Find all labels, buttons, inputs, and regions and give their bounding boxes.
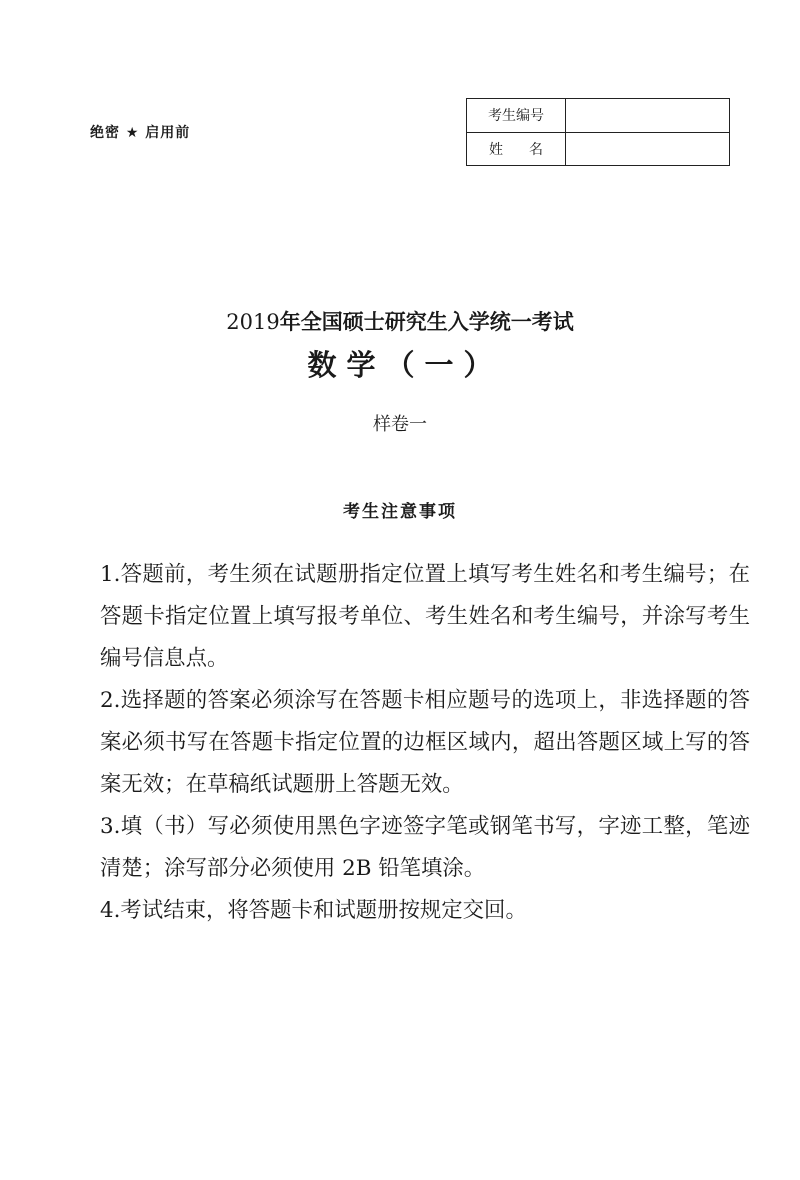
confidential-label: 绝密 ★ 启用前 bbox=[90, 125, 191, 141]
name-label-cell bbox=[467, 132, 569, 166]
exam-title bbox=[0, 306, 800, 336]
name-label: 姓名 bbox=[489, 141, 569, 158]
notice-item-1: 1.答题前，考生须在试题册指定位置上填写考生姓名和考生编号；在答题卡指定位置上填写报考单位、考生姓名和考生编号，并涂写考生编号信息点。 bbox=[100, 562, 750, 671]
name-field[interactable] bbox=[566, 132, 730, 166]
candidate-number-label: 考生编号 bbox=[467, 99, 566, 133]
candidate-info-table bbox=[466, 98, 730, 166]
exam-year: 2019 bbox=[226, 310, 280, 334]
notice-item-4: 4.考试结束，将答题卡和试题册按规定交回。 bbox=[100, 898, 527, 923]
candidate-number-field[interactable] bbox=[566, 99, 730, 133]
name-row bbox=[467, 132, 730, 166]
notice-item-2: 2.选择题的答案必须涂写在答题卡相应题号的选项上，非选择题的答案必须书写在答题卡指定位置的边框区域内，超出答题区域上写的答案无效；在草稿纸试题册上答题无效。 bbox=[100, 688, 750, 797]
candidate-number-row bbox=[467, 99, 730, 133]
subject-title: 数学（一） bbox=[307, 348, 503, 382]
notice-heading: 考生注意事项 bbox=[343, 502, 457, 522]
notice-list bbox=[100, 554, 750, 932]
notice-item-3: 3.填（书）写必须使用黑色字迹签字笔或钢笔书写，字迹工整，笔迹清楚；涂写部分必须使用 2B 铅笔填涂。 bbox=[100, 814, 750, 881]
paper-label: 样卷一 bbox=[373, 414, 427, 435]
exam-name: 年全国硕士研究生入学统一考试 bbox=[279, 310, 574, 334]
